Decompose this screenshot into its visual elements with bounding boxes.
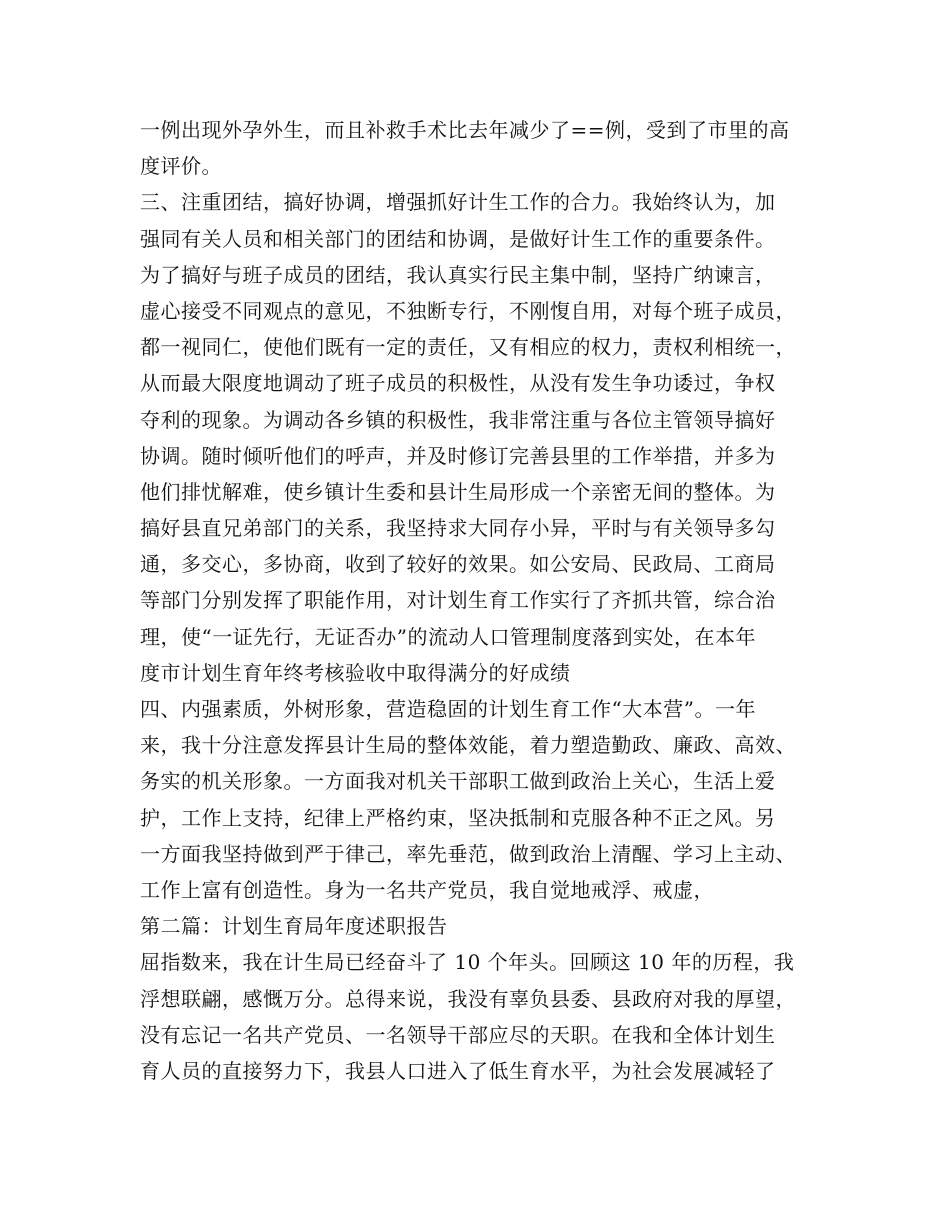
text-line: 理，使“一证先行，无证否办”的流动人口管理制度落到实处，在本年 — [140, 624, 756, 649]
text-line: 度市计划生育年终考核验收中取得满分的好成绩 — [140, 660, 571, 685]
text-line: 没有忘记一名共产党员、一名领导干部应尽的天职。在我和全体计划生 — [140, 1022, 776, 1047]
text-line: 浮想联翩，感慨万分。总得来说，我没有辜负县委、县政府对我的厚望， — [140, 986, 796, 1011]
text-line: 为了搞好与班子成员的团结，我认真实行民主集中制，坚持广纳谏言， — [140, 262, 776, 287]
chapter-title: 第二篇：计划生育局年度述职报告 — [140, 914, 448, 939]
text-line: 虚心接受不同观点的意见，不独断专行，不刚愎自用，对每个班子成员， — [140, 298, 796, 323]
text-line: 护，工作上支持，纪律上严格约束，坚决抵制和克服各种不正之风。另 — [140, 805, 776, 830]
text-line: 育人员的直接努力下，我县人口进入了低生育水平，为社会发展减轻了 — [140, 1058, 776, 1083]
text-line: 工作上富有创造性。身为一名共产党员，我自觉地戒浮、戒虚， — [140, 877, 714, 902]
text-line: 来，我十分注意发挥县计生局的整体效能，着力塑造勤政、廉政、高效、 — [140, 733, 796, 758]
text-line: 从而最大限度地调动了班子成员的积极性，从没有发生争功诿过，争权 — [140, 371, 776, 396]
body-text — [140, 112, 820, 1089]
section-heading-line: 三、注重团结，搞好协调，增强抓好计生工作的合力。我始终认为，加 — [140, 190, 776, 215]
text-line: 务实的机关形象。一方面我对机关干部职工做到政治上关心，生活上爱 — [140, 769, 776, 794]
text-line: 强同有关人员和相关部门的团结和协调，是做好计生工作的重要条件。 — [140, 226, 776, 251]
text-line: 协调。随时倾听他们的呼声，并及时修订完善县里的工作举措，并多为 — [140, 443, 776, 468]
text-line: 屈指数来，我在计生局已经奋斗了 10 个年头。回顾这 10 年的历程，我 — [140, 950, 795, 975]
text-line: 通，多交心，多协商，收到了较好的效果。如公安局、民政局、工商局 — [140, 552, 776, 577]
text-line: 一例出现外孕外生，而且补救手术比去年减少了==例，受到了市里的高 — [140, 118, 790, 142]
text-line: 等部门分别发挥了职能作用，对计划生育工作实行了齐抓共管，综合治 — [140, 588, 776, 613]
section-heading-line: 四、内强素质，外树形象，营造稳固的计划生育工作“大本营”。一年 — [140, 697, 756, 721]
text-line: 搞好县直兄弟部门的关系，我坚持求大同存小异，平时与有关领导多勾 — [140, 516, 776, 541]
text-line: 一方面我坚持做到严于律己，率先垂范，做到政治上清醒、学习上主动、 — [140, 841, 796, 866]
text-line: 他们排忧解难，使乡镇计生委和县计生局形成一个亲密无间的整体。为 — [140, 479, 776, 504]
text-line: 都一视同仁，使他们既有一定的责任，又有相应的权力，责权利相统一， — [140, 335, 796, 360]
text-line: 度评价。 — [140, 154, 222, 179]
text-line: 夺利的现象。为调动各乡镇的积极性，我非常注重与各位主管领导搞好 — [140, 407, 776, 432]
